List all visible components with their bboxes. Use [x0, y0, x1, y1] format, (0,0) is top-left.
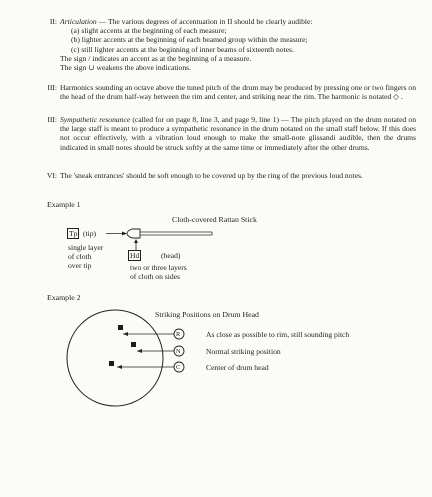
- item-line: The sign ∪ weakens the above indications.: [60, 63, 191, 73]
- item-line: The sign / indicates an accent as at the beginning of a measure.: [60, 53, 252, 63]
- tp-note: [66, 243, 103, 271]
- example-1-label: Example 1: [47, 200, 81, 209]
- rim-pointer-head: [123, 332, 128, 336]
- normal-position-text: Normal striking position: [206, 347, 281, 356]
- striking-point-center: [109, 361, 114, 366]
- striking-point-normal: [131, 342, 136, 347]
- item-line: Sympathetic resonance (called for on page 8, line 3, and page 9, line 1) — The pitch played on the drum notated on the large staff is meant to produce a sympathetic resonance in the drum notated on the small staff below. If this does not occur effectively, with a vibration loud enough to make the small-note glissandi audible, then the drums indicated in small notes should be struck softly at the same time or immediately after the other drums.: [60, 115, 416, 152]
- item-number: III:: [47, 83, 57, 92]
- center-pointer-head: [117, 365, 122, 369]
- tp-box: Tp: [69, 229, 78, 238]
- tp-note-line: of cloth: [68, 252, 92, 262]
- hd-box: Hd: [130, 251, 140, 260]
- hd-note-line: two or three layers: [130, 263, 187, 272]
- head-label: (head): [161, 251, 181, 260]
- tip-label: (tip): [83, 229, 97, 238]
- hd-note-line: of cloth on sides: [130, 272, 180, 282]
- normal-position-letter: N: [176, 348, 181, 355]
- drum-head-circle: [67, 310, 163, 406]
- item-number: II:: [49, 17, 57, 26]
- item-term: Sympathetic resonance: [60, 115, 131, 124]
- rim-position-text: As close as possible to rim, still sounding pitch: [206, 330, 350, 339]
- tp-note-line: single layer: [68, 243, 104, 252]
- center-position-text: Center of drum head: [206, 363, 269, 372]
- example-2-title: Striking Positions on Drum Head: [155, 310, 259, 319]
- item-line: The 'sneak entrances' should be soft enough to be covered up by the ring of the previous loud notes.: [60, 171, 363, 180]
- stick-tip-icon: [127, 229, 140, 238]
- item-line: Harmonics sounding an octave above the tuned pitch of the drum may be produced by pressing one or two fingers on the head of the drum half-way between the rim and center, and striking near the rim. The harmonic is notated ◇ .: [60, 83, 416, 102]
- head-arrowhead: [134, 239, 138, 243]
- example-2-label: Example 2: [47, 293, 81, 302]
- item-line: (a) slight accents at the beginning of each measure;: [71, 26, 227, 36]
- stick-shaft: [140, 232, 212, 235]
- item-term: Articulation: [60, 17, 97, 26]
- example-1-title: Cloth-covered Rattan Stick: [172, 215, 257, 224]
- item-number: III:: [47, 115, 57, 124]
- center-position-letter: C: [176, 364, 181, 371]
- normal-pointer-head: [137, 349, 142, 353]
- item-line: (b) lighter accents at the beginning of each beamed group within the measure;: [71, 35, 308, 45]
- tip-arrowhead: [122, 232, 127, 236]
- item-line: (c) still lighter accents at the beginning of inner beams of sixteenth notes.: [71, 44, 294, 54]
- item-line: Articulation — The various degrees of accentuation in II should be clearly audible:: [60, 17, 313, 26]
- hd-note: [128, 263, 187, 281]
- item-number: VI:: [46, 171, 57, 180]
- striking-point-rim: [118, 325, 123, 330]
- tp-note-line: over tip: [68, 261, 92, 271]
- rim-position-letter: R: [176, 331, 181, 338]
